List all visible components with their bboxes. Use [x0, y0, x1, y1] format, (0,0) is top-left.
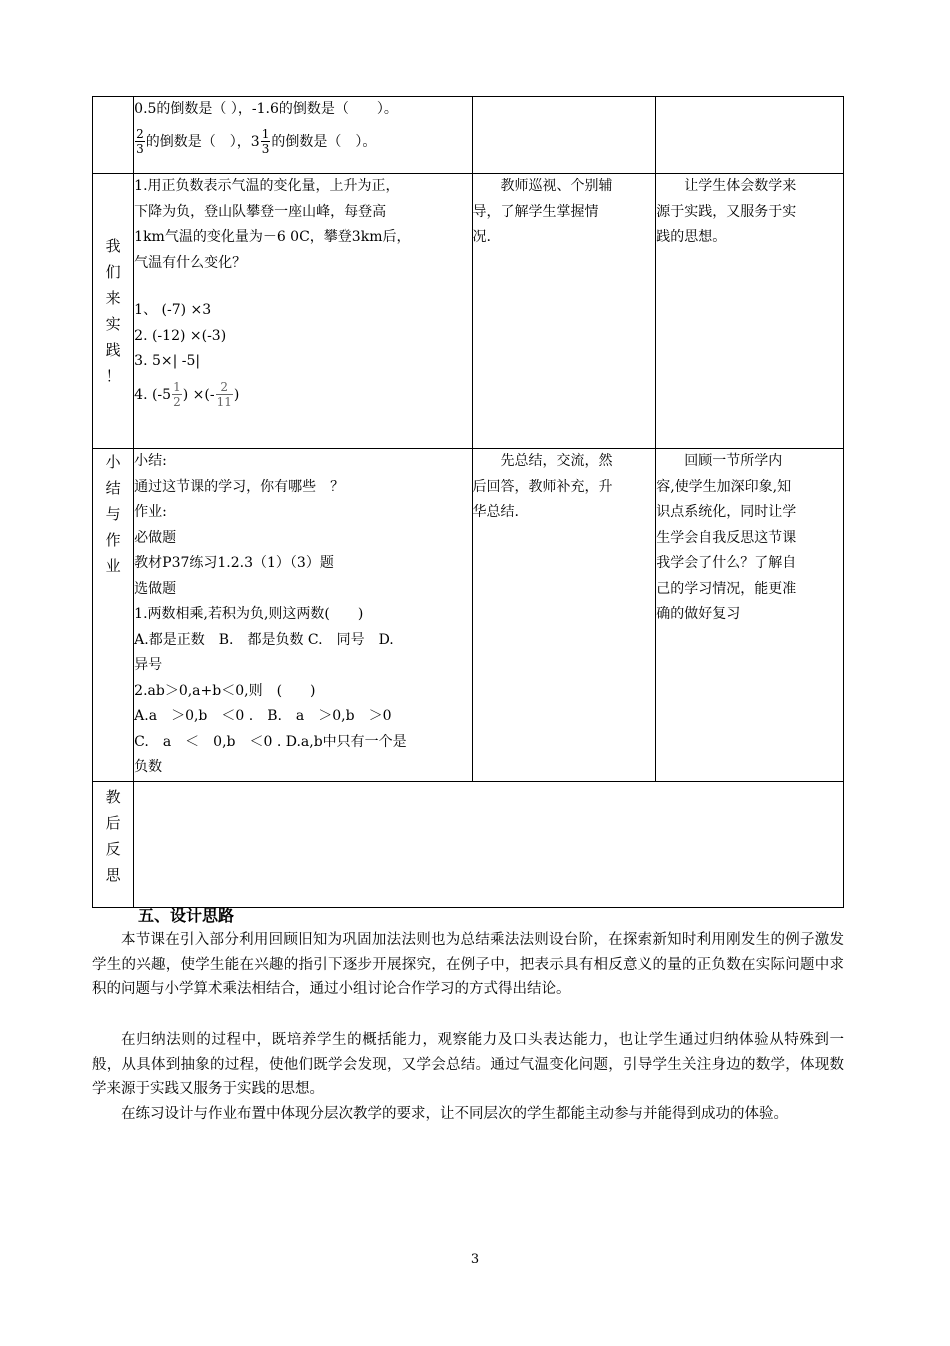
row-label-practice: 我 们 来 实 践 ！	[93, 174, 134, 449]
row-label-summary: 小 结 与 作 业	[93, 449, 134, 782]
text-line: 践的思想。	[656, 229, 727, 245]
text-line: 回顾一节所学内	[656, 453, 783, 469]
paragraph-3: 在练习设计与作业布置中体现分层次教学的要求，让不同层次的学生都能主动参与并能得到成功的体验。	[121, 1106, 788, 1122]
text-line: 教材P37练习1.2.3（1）（3）题	[134, 555, 334, 571]
paragraph-2: 在归纳法则的过程中，既培养学生的概括能力，观察能力及口头表达能力，也让学生通过归纳体验从特殊到一般，从具体到抽象的过程，使他们既学会发现，又学会总结。通过气温变化问题，引导学生关注身边的数学，体现数学来源于实践又服务于实践的思想。	[92, 1032, 844, 1097]
section-title: 五、设计思路	[138, 906, 235, 925]
text-line: 通过这节课的学习，你有哪些 ？	[134, 478, 345, 495]
text-line: 导，了解学生掌握情	[472, 203, 599, 220]
fraction-two-thirds: $\frac{2}{3}$	[136, 127, 144, 156]
text-line: 华总结.	[472, 504, 519, 520]
text-line: 异号	[134, 657, 163, 673]
table-row-reflection	[93, 781, 844, 907]
paragraph-1: 本节课在引入部分利用回顾旧知为巩固加法法则也为总结乘法法则设台阶，在探索新知时利用刚发生的例子激发学生的兴趣，使学生能在兴趣的指引下逐步开展探究，在例子中，把表示具有相反意义的量的正负数在实际问题中求积的问题与小学算术乘法相结合，通过小组讨论合作学习的方式得出结论。	[92, 932, 844, 997]
text-line: 源于实践，又服务于实	[656, 203, 797, 220]
text-line: 选做题	[134, 580, 177, 597]
text-line: A.都是正数 B. 都是负数 C. 同号 D.	[134, 631, 394, 648]
text-line: 我学会了什么？了解自	[656, 555, 797, 571]
lesson-plan-table	[92, 96, 844, 908]
exercise-4: 4. (-5 $\frac{1}{2}$ ) ×(- $\frac{2}{11}$ )	[134, 380, 240, 409]
fraction-one-third: $\frac{1}{3}$	[261, 127, 270, 156]
reciprocal-line-1: 0.5的倒数是（ ），-1.6的倒数是（ ）。	[134, 101, 398, 117]
practice-content-cell	[134, 174, 472, 449]
fraction-one-half: $\frac{1}{2}$	[173, 380, 181, 409]
fraction-two-elevenths: $\frac{2}{11}$	[216, 380, 232, 409]
teacher-activity-cell	[472, 449, 656, 782]
row-label-cell	[93, 97, 134, 174]
reflection-content-cell	[134, 781, 844, 907]
text-line: 必做题	[134, 529, 177, 546]
text-line: 识点系统化，同时让学	[656, 504, 797, 520]
exercise-1: 1、 (-7) ×3	[134, 302, 212, 318]
design-intent-cell	[656, 97, 844, 174]
exercise-2: 2. (-12) ×(-3)	[134, 327, 227, 344]
table-row-reciprocal	[93, 97, 844, 174]
text-line: A.a ＞0,b ＜0 . B. a ＞0,b ＞0	[134, 708, 392, 724]
design-intent-cell	[656, 449, 844, 782]
summary-content-cell	[134, 449, 472, 782]
reciprocal-line-2: $\frac{2}{3}$ 的倒数是（ ），3 $\frac{1}{3}$ 的倒数是（ ）。	[136, 127, 377, 156]
teacher-activity-cell	[472, 174, 656, 449]
page-number: 3	[470, 1252, 480, 1267]
row-label-reflection: 教 后 反 思	[93, 781, 134, 907]
text-line: C. a ＜ 0,b ＜0 . D.a,b中只有一个是	[134, 733, 407, 750]
text-line: 确的做好复习	[656, 606, 741, 622]
exercise-3: 3. 5×| -5|	[134, 353, 201, 369]
teacher-activity-cell	[472, 97, 656, 174]
text-line: 小结:	[134, 453, 167, 469]
text-line: 容,使学生加深印象,知	[656, 478, 792, 495]
text-line: 让学生体会数学来	[656, 178, 797, 194]
text-line: 1.用正负数表示气温的变化量，上升为正，	[134, 178, 400, 194]
text-line: 下降为负，登山队攀登一座山峰，每登高	[134, 203, 387, 220]
text-line: 己的学习情况，能更准	[656, 580, 797, 597]
text-line: 况.	[472, 229, 491, 245]
text-line: 后回答，教师补充，升	[472, 478, 613, 495]
text-line: 教师巡视、个别辅	[472, 178, 613, 194]
table-row-practice	[93, 174, 844, 449]
design-intent-cell	[656, 174, 844, 449]
text-line: 气温有什么变化？	[134, 254, 247, 271]
content-cell	[134, 97, 472, 174]
text-line: 生学会自我反思这节课	[656, 529, 797, 546]
text-line: 1km气温的变化量为－6 0C，攀登3km后，	[134, 229, 411, 245]
text-line: 1.两数相乘,若积为负,则这两数( )	[134, 606, 364, 622]
text-line: 作业:	[134, 504, 167, 520]
text-line: 负数	[134, 759, 163, 775]
text-line: 2.ab＞0,a+b＜0,则 ( )	[134, 682, 316, 699]
text-line: 先总结，交流，然	[472, 453, 613, 469]
table-row-summary-homework	[93, 449, 844, 782]
